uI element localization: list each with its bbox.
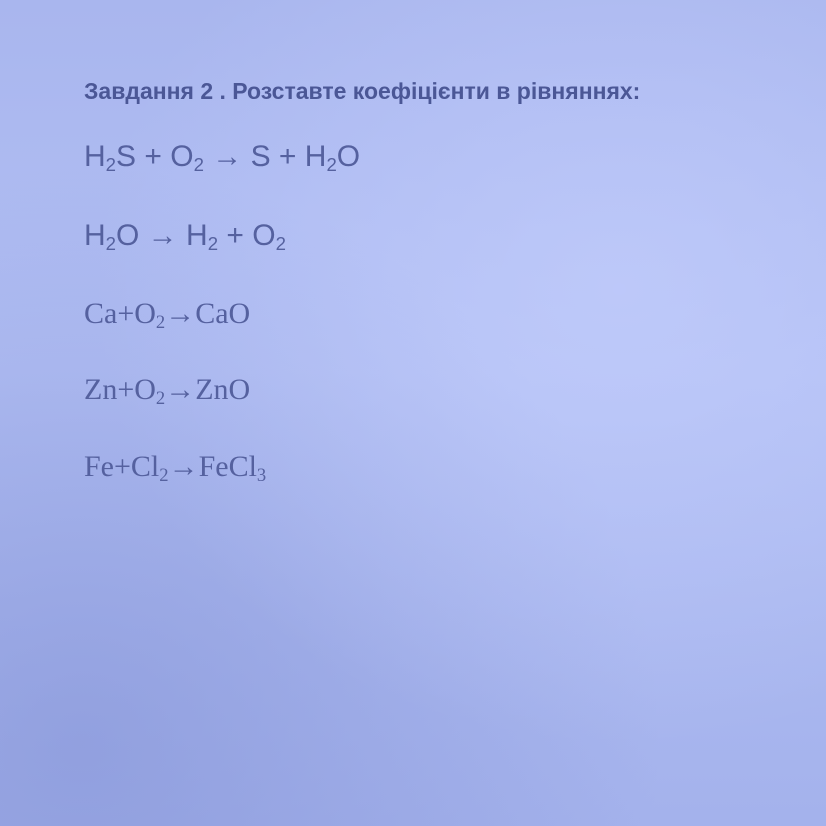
equation-2: $H_2O \to H_2 + O_2$: [84, 219, 286, 255]
equation-3: $Ca+O_2\to CaO$: [84, 297, 251, 334]
equation-4: $Zn+O_2\to ZnO$: [84, 373, 251, 410]
equation-1: $H_2S + O_2 \to S + H_2O$: [84, 140, 361, 176]
equation-5: $Fe+Cl_2\to FeCl_3$: [84, 450, 267, 487]
task-heading: Завдання 2 . Розставте коефіцієнти в рівняннях:: [84, 78, 641, 104]
